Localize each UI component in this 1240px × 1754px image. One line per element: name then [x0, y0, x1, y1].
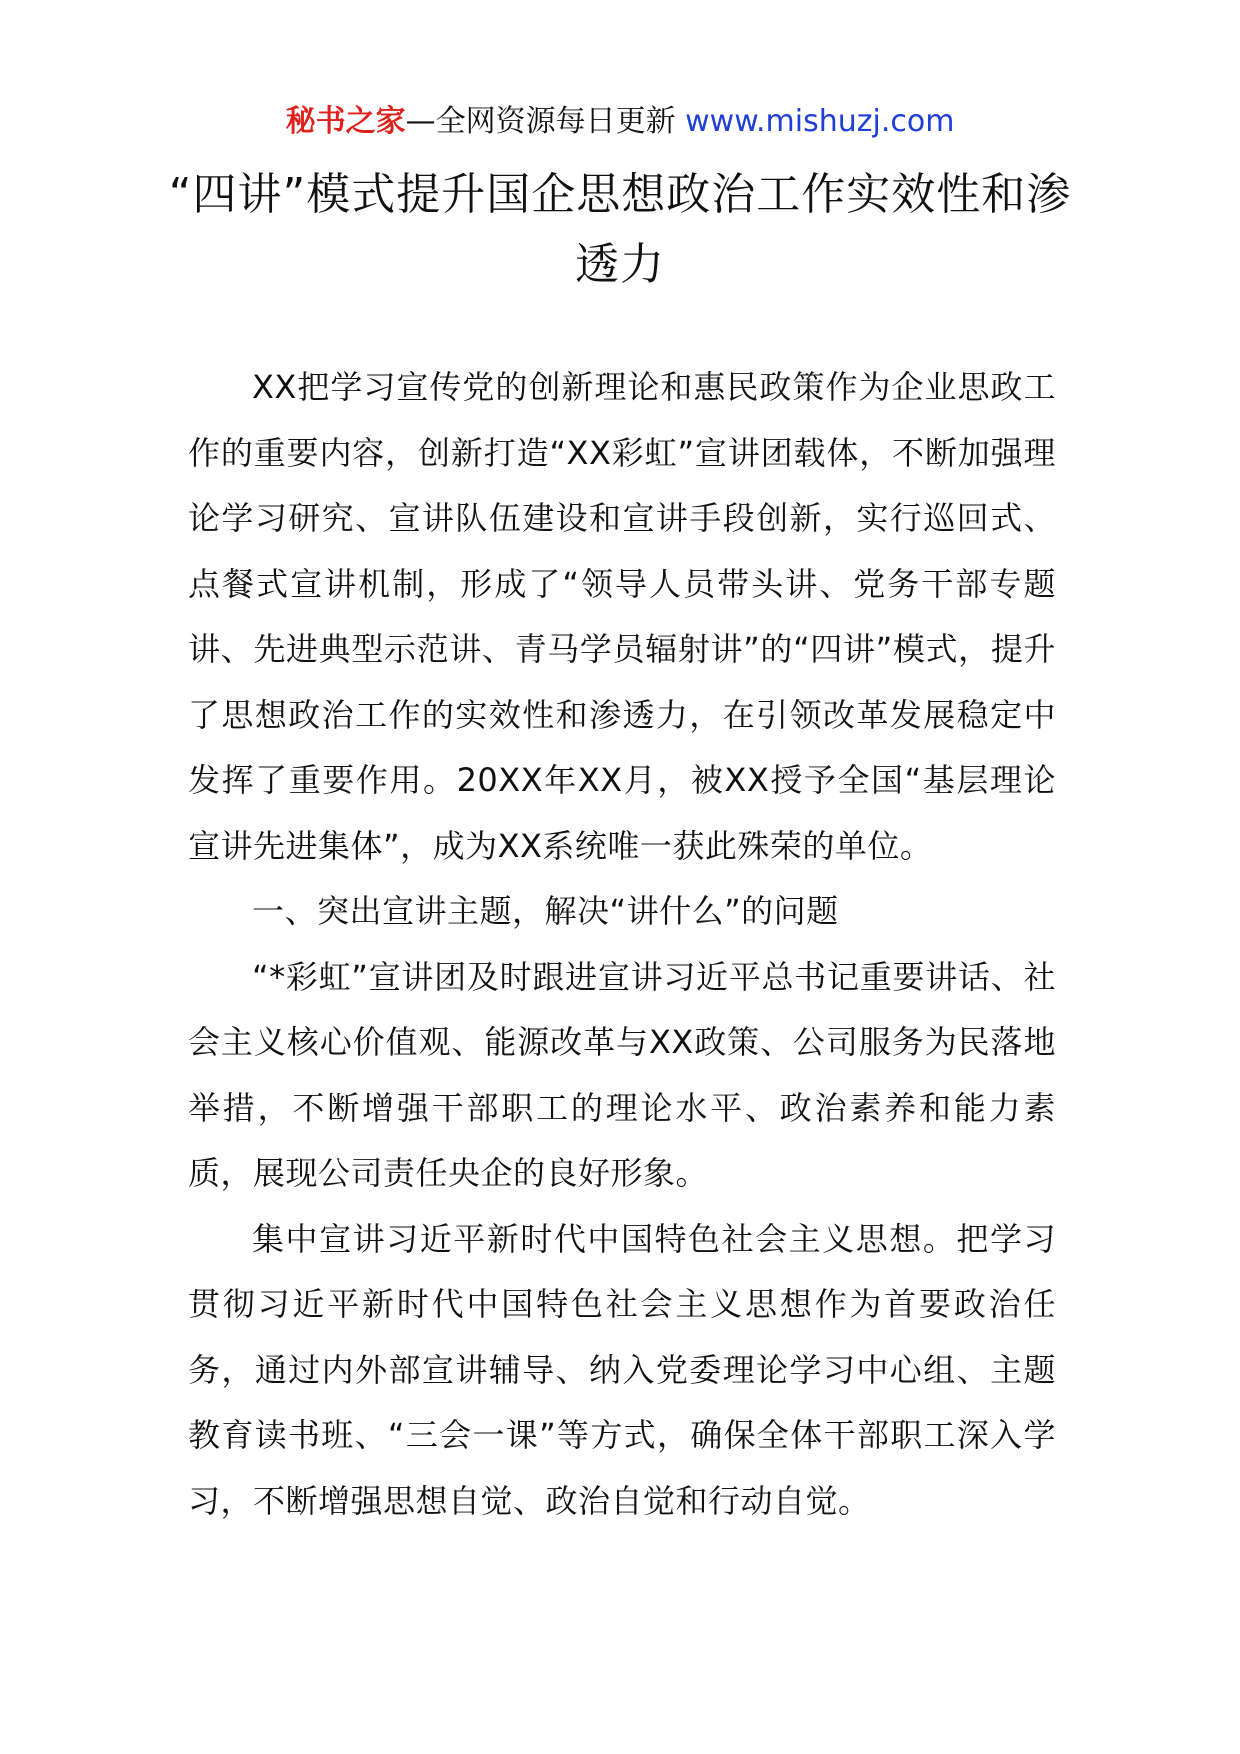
paragraph-section-1-detail: 集中宣讲习近平新时代中国特色社会主义思想。把学习贯彻习近平新时代中国特色社会主义思想作为首要政治任务，通过内外部宣讲辅导、纳入党委理论学习中心组、主题教育读书班、“三会一课”等方式，确保全体干部职工深入学习，不断增强思想自觉、政治自觉和行动自觉。 — [188, 1219, 1056, 1520]
section-heading-1: 一、突出宣讲主题，解决“讲什么”的问题 — [252, 892, 839, 930]
site-brand: 秘书之家 — [285, 104, 406, 139]
document-body — [188, 355, 1056, 1534]
site-slogan: —全网资源每日更新 — [405, 104, 676, 139]
paragraph-section-1: “*彩虹”宣讲团及时跟进宣讲习近平总书记重要讲话、社会主义核心价值观、能源改革与XX政策、公司服务为民落地举措，不断增强干部职工的理论水平、政治素养和能力素质，展现公司责任央企的良好形象。 — [188, 957, 1056, 1192]
document-title: “四讲”模式提升国企思想政治工作实效性和渗透力 — [168, 169, 1072, 290]
site-banner — [0, 100, 1240, 144]
site-url-link[interactable]: www.mishuzj.com — [685, 104, 955, 139]
paragraph-intro: XX把学习宣传党的创新理论和惠民政策作为企业思政工作的重要内容，创新打造“XX彩虹”宣讲团载体，不断加强理论学习研究、宣讲队伍建设和宣讲手段创新，实行巡回式、点餐式宣讲机制，形成了“领导人员带头讲、党务干部专题讲、先进典型示范讲、青马学员辐射讲”的“四讲”模式，提升了思想政治工作的实效性和渗透力，在引领改革发展稳定中发挥了重要作用。20XX年XX月，被XX授予全国“基层理论宣讲先进集体”，成为XX系统唯一获此殊荣的单位。 — [188, 368, 1056, 865]
